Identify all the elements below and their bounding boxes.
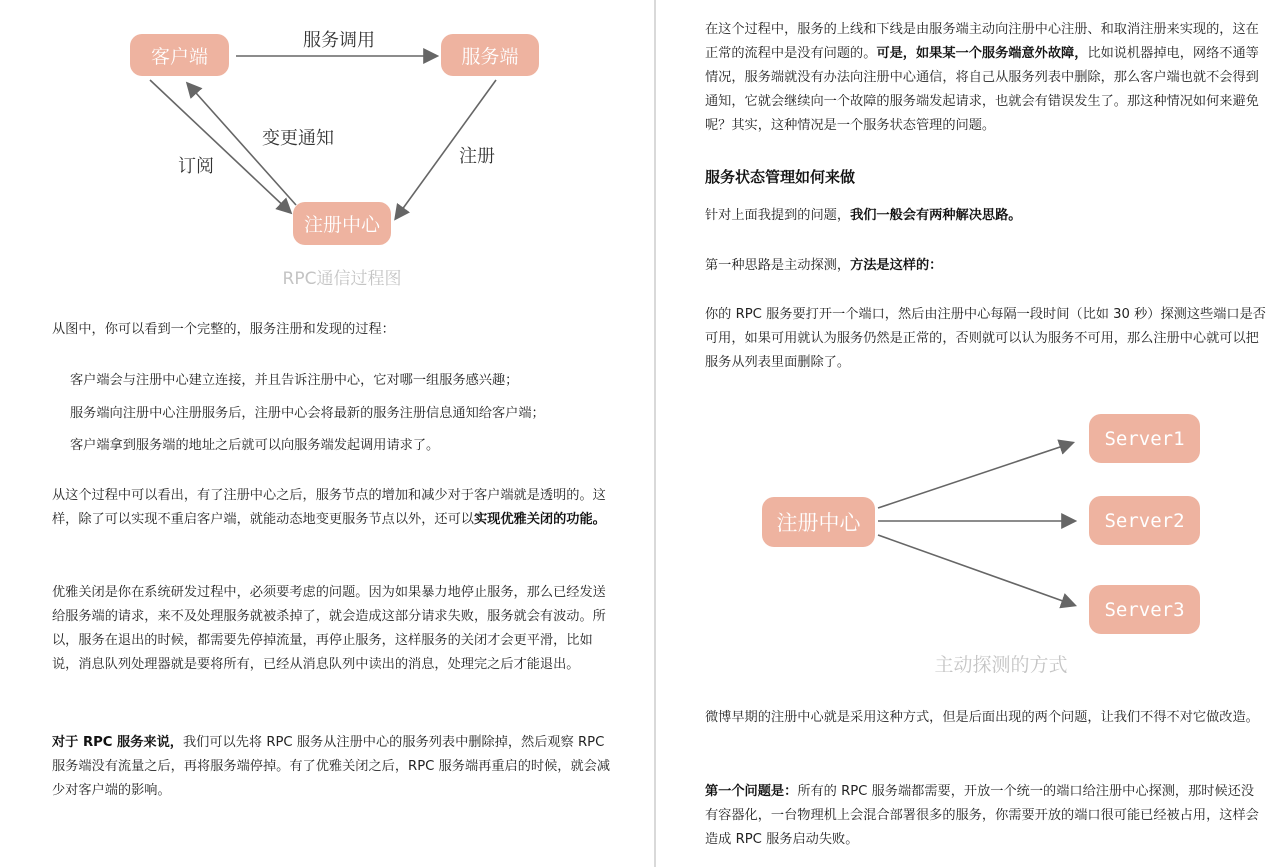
paragraph-failure: 在这个过程中，服务的上线和下线是由服务端主动向注册中心注册、和取消注册来实现的，这在正常的流程中是没有问题的。可是，如果某一个服务端意外故障，比如说机器掉电，网络不通等情况，服务端就没有办法向注册中心通信，将自己从服务列表中删除，那么客户端也就不会得到通知，它就会继续向一个故障的服务端发起请求，也就会有错误发生了。那这种情况如何来避免呢？其实，这种情况是一个服务状态管理的问题。 <box>705 22 1259 133</box>
label-subscribe: 订阅 <box>178 156 214 177</box>
client-box: 客户端 <box>130 34 229 76</box>
server-box: 服务端 <box>441 34 539 76</box>
arrow-server1 <box>878 443 1072 508</box>
paragraph-intro: 从图中，你可以看到一个完整的，服务注册和发现的过程： <box>52 322 395 337</box>
paragraph-probe-detail: 你的 RPC 服务要打开一个端口，然后由注册中心每隔一段时间（比如 30 秒）探测这些端口是否可用，如果可用就认为服务仍然是正常的，否则就可以认为服务不可用，那么注册中心就可以把服务从列表里面删除了。 <box>705 307 1266 370</box>
registry-box: 注册中心 <box>293 202 391 245</box>
server2-box: Server2 <box>1089 496 1200 545</box>
registry-box: 注册中心 <box>762 497 875 547</box>
server1-box: Server1 <box>1089 414 1200 463</box>
label-register: 注册 <box>459 146 495 167</box>
paragraph-graceful-shutdown: 优雅关闭是你在系统研发过程中，必须要考虑的问题。因为如果暴力地停止服务，那么已经发送给服务端的请求，来不及处理服务就被杀掉了，就会造成这部分请求失败，服务就会有波动。所以，服务在退出的时候，都需要先停掉流量，再停止服务，这样服务的关闭才会更平滑，比如说，消息队列处理器就是要将所有，已经从消息队列中读出的消息，处理完之后才能退出。 <box>52 585 606 672</box>
label-notify: 变更通知 <box>262 128 334 149</box>
list-item: 客户端会与注册中心建立连接，并且告诉注册中心，它对哪一组服务感兴趣； <box>70 373 519 388</box>
paragraph-weibo: 微博早期的注册中心就是采用这种方式，但是后面出现的两个问题，让我们不得不对它做改造。 <box>705 710 1259 725</box>
paragraph-two-approaches: 针对上面我提到的问题，我们一般会有两种解决思路。 <box>705 208 1022 223</box>
paragraph-transparency: 从这个过程中可以看出，有了注册中心之后，服务节点的增加和减少对于客户端就是透明的。这样，除了可以实现不重启客户端，就能动态地变更服务节点以外，还可以实现优雅关闭的功能。 <box>52 488 606 527</box>
paragraph-first-problem: 第一个问题是：所有的 RPC 服务端都需要，开放一个统一的端口给注册中心探测，那时候还没有容器化，一台物理机上会混合部署很多的服务，你需要开放的端口很可能已经被占用，这样会造成 RPC 服务启动失败。 <box>705 784 1259 847</box>
diagram-caption: RPC通信过程图 <box>282 269 402 289</box>
label-call: 服务调用 <box>303 30 375 51</box>
arrow-server3 <box>878 535 1074 605</box>
list-item: 服务端向注册中心注册服务后，注册中心会将最新的服务注册信息通知给客户端； <box>70 406 545 421</box>
paragraph-rpc-shutdown: 对于 RPC 服务来说，我们可以先将 RPC 服务从注册中心的服务列表中删除掉，然后观察 RPC 服务端没有流量之后，再将服务端停掉。有了优雅关闭之后，RPC 服务端再重启的时候，就会减少对客户端的影响。 <box>52 735 611 798</box>
section-heading: 服务状态管理如何来做 <box>705 168 856 186</box>
list-item: 客户端拿到服务端的地址之后就可以向服务端发起调用请求了。 <box>70 438 440 453</box>
right-page <box>656 0 1287 867</box>
server3-box: Server3 <box>1089 585 1200 634</box>
paragraph-active-probe: 第一种思路是主动探测，方法是这样的： <box>705 258 943 273</box>
probe-diagram-caption: 主动探测的方式 <box>934 654 1068 676</box>
